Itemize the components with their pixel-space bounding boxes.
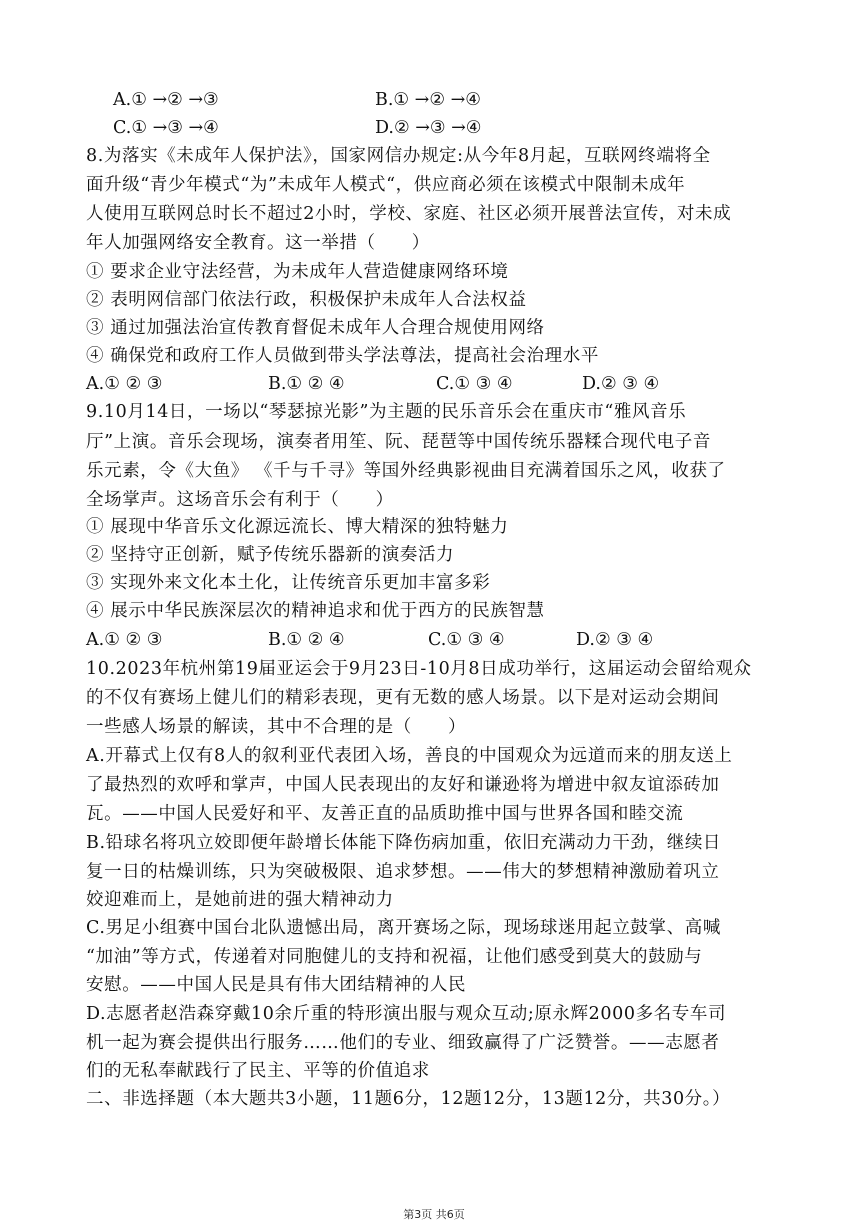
- q10-option-a-line: A.开幕式上仅有8人的叙利亚代表团入场，善良的中国观众为远道而来的朋友送上: [86, 746, 733, 766]
- q9-stem-line: 全场掌声。这场音乐会有利于（ ）: [86, 490, 394, 510]
- q10-option-b-line: B.铅球名将巩立姣即便年龄增长体能下降伤病加重，依旧充满动力干劲，继续日: [86, 833, 722, 853]
- q9-option-b: B.① ② ④: [268, 630, 345, 650]
- q8-option-b: B.① ② ④: [268, 374, 345, 394]
- page-number: 第3页 共6页: [403, 1208, 465, 1221]
- q10-option-b-line: 复一日的枯燥训练，只为突破极限、追求梦想。——伟大的梦想精神激励着巩立: [86, 862, 720, 882]
- q10-option-d-line: D.志愿者赵浩森穿戴10余斤重的特形演出服与观众互动;原永辉2000多名专车司: [86, 1004, 727, 1024]
- q10-stem-line: 一些感人场景的解读，其中不合理的是（ ）: [86, 717, 467, 737]
- q8-option-c: C.① ③ ④: [436, 374, 513, 394]
- q9-option-a: A.① ② ③: [86, 630, 163, 650]
- q9-option-c: C.① ③ ④: [428, 630, 505, 650]
- q10-stem-line: 10.2023年杭州第19届亚运会于9月23日-10月8日成功举行，这届运动会留给观众: [86, 659, 752, 679]
- q10-option-c-line: C.男足小组赛中国台北队遗憾出局，离开赛场之际，现场球迷用起立鼓掌、高喊: [86, 918, 721, 938]
- q10-option-d-line: 机一起为赛会提供出行服务……他们的专业、细致赢得了广泛赞誉。——志愿者: [86, 1033, 720, 1053]
- q8-option-d: D.② ③ ④: [582, 374, 660, 394]
- q10-option-b-line: 姣迎难而上，是她前进的强大精神动力: [86, 890, 394, 910]
- q8-item-1: ① 要求企业守法经营，为未成年人营造健康网络环境: [86, 262, 509, 282]
- q9-stem-line: 厅”上演。音乐会现场，演奏者用笙、阮、琵琶等中国传统乐器糅合现代电子音: [86, 432, 711, 452]
- q8-stem-line: 年人加强网络安全教育。这一举措（ ）: [86, 233, 430, 253]
- q9-stem-line: 乐元素，令《大鱼》 《千与千寻》等国外经典影视曲目充满着国乐之风，收获了: [86, 461, 726, 481]
- q7-option-d: D.② →③ →④: [375, 118, 482, 138]
- q9-item-2: ② 坚持守正创新，赋予传统乐器新的演奏活力: [86, 545, 455, 565]
- q8-stem-line: 人使用互联网总时长不超过2小时，学校、家庭、社区必须开展普法宣传，对未成: [86, 204, 732, 224]
- q8-item-3: ③ 通过加强法治宣传教育督促未成年人合理合规使用网络: [86, 318, 545, 338]
- q10-stem-line: 的不仅有赛场上健儿们的精彩表现，更有无数的感人场景。以下是对运动会期间: [86, 688, 720, 708]
- section-heading: 二、非选择题（本大题共3小题，11题6分，12题12分，13题12分，共30分。）: [86, 1089, 731, 1109]
- q7-option-a: A.① →② →③: [113, 90, 219, 110]
- q9-item-3: ③ 实现外来文化本土化，让传统音乐更加丰富多彩: [86, 573, 491, 593]
- q9-option-d: D.② ③ ④: [576, 630, 654, 650]
- q8-stem-line: 8.为落实《未成年人保护法》，国家网信办规定:从今年8月起，互联网终端将全: [86, 146, 711, 166]
- q9-item-1: ① 展现中华音乐文化源远流长、博大精深的独特魅力: [86, 517, 509, 537]
- q7-option-b: B.① →② →④: [375, 90, 481, 110]
- q9-item-4: ④ 展示中华民族深层次的精神追求和优于西方的民族智慧: [86, 601, 545, 621]
- q8-item-4: ④ 确保党和政府工作人员做到带头学法尊法，提高社会治理水平: [86, 346, 599, 366]
- q7-option-c: C.① →③ →④: [113, 118, 219, 138]
- q8-option-a: A.① ② ③: [86, 374, 163, 394]
- q10-option-c-line: “加油”等方式，传递着对同胞健儿的支持和祝福，让他们感受到莫大的鼓励与: [86, 947, 703, 967]
- q8-stem-line: 面升级“青少年模式“为”未成年人模式“，供应商必须在该模式中限制未成年: [86, 175, 686, 195]
- q10-option-c-line: 安慰。——中国人民是具有伟大团结精神的人民: [86, 975, 467, 995]
- q8-item-2: ② 表明网信部门依法行政，积极保护未成年人合法权益: [86, 290, 527, 310]
- q10-option-d-line: 们的无私奉献践行了民主、平等的价值追求: [86, 1061, 430, 1081]
- q10-option-a-line: 了最热烈的欢呼和掌声，中国人民表现出的友好和谦逊将为增进中叙友谊添砖加: [86, 775, 720, 795]
- q10-option-a-line: 瓦。——中国人民爱好和平、友善正直的品质助推中国与世界各国和睦交流: [86, 804, 684, 824]
- q9-stem-line: 9.10月14日，一场以“琴瑟掠光影”为主题的民乐音乐会在重庆市“雅风音乐: [86, 402, 687, 422]
